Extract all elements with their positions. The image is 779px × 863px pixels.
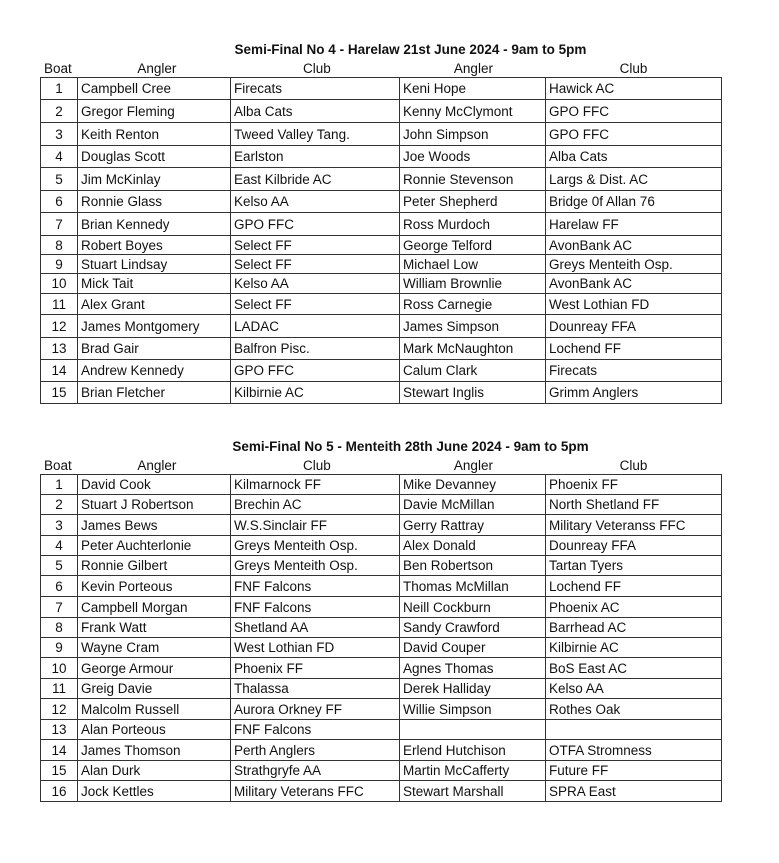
table-row	[41, 515, 722, 536]
club-name: Rothes Oak	[546, 699, 722, 720]
semi-final-4-section	[40, 40, 721, 404]
table-row	[41, 255, 722, 274]
table-row	[41, 597, 722, 618]
angler-name: Joe Woods	[400, 146, 546, 168]
boat-number: 9	[41, 255, 78, 274]
table-row	[41, 536, 722, 556]
club-name: Phoenix FF	[231, 658, 400, 679]
club-name: Perth Anglers	[231, 740, 400, 761]
club-name: Military Veterans FFC	[231, 781, 400, 802]
club-name: FNF Falcons	[231, 576, 400, 597]
angler-name: James Bews	[78, 515, 231, 536]
club-name: AvonBank AC	[546, 274, 722, 294]
table-row	[41, 658, 722, 679]
club-name: Barrhead AC	[546, 618, 722, 638]
angler-name: Neill Cockburn	[400, 597, 546, 618]
table-row	[41, 576, 722, 597]
angler-name: Calum Clark	[400, 360, 546, 382]
boat-number: 12	[41, 699, 78, 720]
header-club: Club	[302, 61, 331, 76]
boat-number: 1	[41, 475, 78, 495]
angler-name: Thomas McMillan	[400, 576, 546, 597]
club-name: Kelso AA	[231, 191, 400, 213]
angler-name: Mike Devanney	[400, 475, 546, 495]
angler-name: Kevin Porteous	[78, 576, 231, 597]
table-row	[41, 740, 722, 761]
club-name: Tweed Valley Tang.	[231, 123, 400, 146]
angler-name: Mark McNaughton	[400, 338, 546, 360]
table-row	[41, 382, 722, 404]
table-row	[41, 679, 722, 699]
angler-name: Alex Donald	[400, 536, 546, 556]
angler-name	[400, 720, 546, 740]
boat-number: 2	[41, 100, 78, 123]
boat-number: 10	[41, 274, 78, 294]
table-row	[41, 761, 722, 781]
club-name: Greys Menteith Osp.	[231, 556, 400, 576]
club-name: Select FF	[231, 236, 400, 255]
table-row	[41, 720, 722, 740]
boat-number: 16	[41, 781, 78, 802]
club-name: Firecats	[546, 360, 722, 382]
club-name: Military Veteranss FFC	[546, 515, 722, 536]
boat-table	[40, 77, 722, 404]
club-name: Earlston	[231, 146, 400, 168]
angler-name: Ronnie Gilbert	[78, 556, 231, 576]
club-name: LADAC	[231, 315, 400, 338]
boat-number: 8	[41, 236, 78, 255]
club-name: GPO FFC	[546, 100, 722, 123]
angler-name: Stewart Marshall	[400, 781, 546, 802]
boat-number: 9	[41, 638, 78, 658]
angler-name: Frank Watt	[78, 618, 231, 638]
boat-number: 15	[41, 382, 78, 404]
header-angler: Angler	[137, 61, 177, 76]
angler-name: Agnes Thomas	[400, 658, 546, 679]
club-name: GPO FFC	[546, 123, 722, 146]
angler-name: Peter Auchterlonie	[78, 536, 231, 556]
club-name	[546, 720, 722, 740]
table-row	[41, 78, 722, 100]
club-name: Aurora Orkney FF	[231, 699, 400, 720]
club-name: Dounreay FFA	[546, 315, 722, 338]
angler-name: Willie Simpson	[400, 699, 546, 720]
club-name: Kilbirnie AC	[231, 382, 400, 404]
angler-name: Stuart Lindsay	[78, 255, 231, 274]
table-row	[41, 360, 722, 382]
semi-final-5-section	[40, 437, 721, 802]
club-name: Select FF	[231, 255, 400, 274]
table-row	[41, 638, 722, 658]
boat-table	[40, 474, 722, 802]
boat-number: 14	[41, 740, 78, 761]
angler-name: Michael Low	[400, 255, 546, 274]
header-angler: Angler	[137, 458, 177, 473]
angler-name: Mick Tait	[78, 274, 231, 294]
club-name: Firecats	[231, 78, 400, 100]
angler-name: Ronnie Stevenson	[400, 168, 546, 191]
angler-name: Peter Shepherd	[400, 191, 546, 213]
angler-name: Douglas Scott	[78, 146, 231, 168]
table-row	[41, 338, 722, 360]
angler-name: Campbell Morgan	[78, 597, 231, 618]
club-name: Lochend FF	[546, 338, 722, 360]
boat-number: 13	[41, 720, 78, 740]
angler-name: Andrew Kennedy	[78, 360, 231, 382]
angler-name: Erlend Hutchison	[400, 740, 546, 761]
header-angler: Angler	[453, 61, 493, 76]
table-row	[41, 556, 722, 576]
boat-number: 11	[41, 679, 78, 699]
club-name: Lochend FF	[546, 576, 722, 597]
angler-name: Wayne Cram	[78, 638, 231, 658]
club-name: FNF Falcons	[231, 597, 400, 618]
club-name: BoS East AC	[546, 658, 722, 679]
angler-name: Gregor Fleming	[78, 100, 231, 123]
angler-name: Campbell Cree	[78, 78, 231, 100]
club-name: Shetland AA	[231, 618, 400, 638]
angler-name: James Montgomery	[78, 315, 231, 338]
boat-number: 12	[41, 315, 78, 338]
boat-number: 7	[41, 213, 78, 236]
section-title: Semi-Final No 4 - Harelaw 21st June 2024 - 9am to 5pm	[234, 42, 587, 57]
angler-name: Robert Boyes	[78, 236, 231, 255]
table-row	[41, 236, 722, 255]
club-name: Thalassa	[231, 679, 400, 699]
club-name: East Kilbride AC	[231, 168, 400, 191]
table-row	[41, 123, 722, 146]
club-name: Dounreay FFA	[546, 536, 722, 556]
club-name: North Shetland FF	[546, 495, 722, 515]
table-row	[41, 315, 722, 338]
club-name: Hawick AC	[546, 78, 722, 100]
boat-number: 3	[41, 515, 78, 536]
club-name: AvonBank AC	[546, 236, 722, 255]
boat-number: 11	[41, 294, 78, 315]
club-name: GPO FFC	[231, 360, 400, 382]
boat-number: 8	[41, 618, 78, 638]
boat-number: 1	[41, 78, 78, 100]
club-name: Strathgryfe AA	[231, 761, 400, 781]
angler-name: Alex Grant	[78, 294, 231, 315]
angler-name: Malcolm Russell	[78, 699, 231, 720]
boat-number: 10	[41, 658, 78, 679]
boat-number: 4	[41, 536, 78, 556]
club-name: Phoenix FF	[546, 475, 722, 495]
column-header-row	[40, 60, 721, 77]
angler-name: Alan Porteous	[78, 720, 231, 740]
header-club: Club	[302, 458, 331, 473]
angler-name: Brad Gair	[78, 338, 231, 360]
boat-number: 3	[41, 123, 78, 146]
table-row	[41, 274, 722, 294]
angler-name: Stuart J Robertson	[78, 495, 231, 515]
club-name: Harelaw FF	[546, 213, 722, 236]
header-boat: Boat	[44, 458, 72, 473]
table-row	[41, 146, 722, 168]
angler-name: Greig Davie	[78, 679, 231, 699]
table-row	[41, 294, 722, 315]
boat-number: 6	[41, 191, 78, 213]
table-row	[41, 699, 722, 720]
column-header-row	[40, 457, 721, 474]
boat-number: 5	[41, 168, 78, 191]
angler-name: Sandy Crawford	[400, 618, 546, 638]
angler-name: Davie McMillan	[400, 495, 546, 515]
club-name: Brechin AC	[231, 495, 400, 515]
club-name: OTFA Stromness	[546, 740, 722, 761]
angler-name: Alan Durk	[78, 761, 231, 781]
boat-number: 5	[41, 556, 78, 576]
angler-name: William Brownlie	[400, 274, 546, 294]
angler-name: David Couper	[400, 638, 546, 658]
angler-name: John Simpson	[400, 123, 546, 146]
table-row	[41, 495, 722, 515]
table-row	[41, 191, 722, 213]
club-name: Kilbirnie AC	[546, 638, 722, 658]
boat-number: 4	[41, 146, 78, 168]
angler-name: James Simpson	[400, 315, 546, 338]
angler-name: George Armour	[78, 658, 231, 679]
section-title: Semi-Final No 5 - Menteith 28th June 2024 - 9am to 5pm	[232, 439, 589, 454]
angler-name: Gerry Rattray	[400, 515, 546, 536]
club-name: Future FF	[546, 761, 722, 781]
boat-number: 15	[41, 761, 78, 781]
boat-number: 7	[41, 597, 78, 618]
angler-name: James Thomson	[78, 740, 231, 761]
club-name: Largs & Dist. AC	[546, 168, 722, 191]
angler-name: George Telford	[400, 236, 546, 255]
angler-name: Keith Renton	[78, 123, 231, 146]
club-name: Kelso AA	[231, 274, 400, 294]
angler-name: Ronnie Glass	[78, 191, 231, 213]
club-name: West Lothian FD	[231, 638, 400, 658]
club-name: Kilmarnock FF	[231, 475, 400, 495]
angler-name: Ross Murdoch	[400, 213, 546, 236]
angler-name: Brian Kennedy	[78, 213, 231, 236]
club-name: Alba Cats	[546, 146, 722, 168]
boat-number: 6	[41, 576, 78, 597]
header-angler: Angler	[453, 458, 493, 473]
table-row	[41, 475, 722, 495]
club-name: Alba Cats	[231, 100, 400, 123]
header-boat: Boat	[44, 61, 72, 76]
boat-number: 13	[41, 338, 78, 360]
angler-name: David Cook	[78, 475, 231, 495]
angler-name: Stewart Inglis	[400, 382, 546, 404]
club-name: Balfron Pisc.	[231, 338, 400, 360]
boat-number: 14	[41, 360, 78, 382]
table-row	[41, 618, 722, 638]
club-name: Select FF	[231, 294, 400, 315]
club-name: Greys Menteith Osp.	[546, 255, 722, 274]
angler-name: Brian Fletcher	[78, 382, 231, 404]
angler-name: Derek Halliday	[400, 679, 546, 699]
table-row	[41, 213, 722, 236]
angler-name: Ben Robertson	[400, 556, 546, 576]
angler-name: Jim McKinlay	[78, 168, 231, 191]
header-club: Club	[619, 61, 648, 76]
club-name: SPRA East	[546, 781, 722, 802]
club-name: Kelso AA	[546, 679, 722, 699]
club-name: Bridge 0f Allan 76	[546, 191, 722, 213]
club-name: FNF Falcons	[231, 720, 400, 740]
club-name: West Lothian FD	[546, 294, 722, 315]
table-row	[41, 781, 722, 802]
angler-name: Ross Carnegie	[400, 294, 546, 315]
header-club: Club	[619, 458, 648, 473]
club-name: W.S.Sinclair FF	[231, 515, 400, 536]
club-name: Grimm Anglers	[546, 382, 722, 404]
boat-number: 2	[41, 495, 78, 515]
club-name: GPO FFC	[231, 213, 400, 236]
club-name: Greys Menteith Osp.	[231, 536, 400, 556]
table-row	[41, 168, 722, 191]
angler-name: Martin McCafferty	[400, 761, 546, 781]
club-name: Phoenix AC	[546, 597, 722, 618]
club-name: Tartan Tyers	[546, 556, 722, 576]
angler-name: Jock Kettles	[78, 781, 231, 802]
angler-name: Kenny McClymont	[400, 100, 546, 123]
angler-name: Keni Hope	[400, 78, 546, 100]
table-row	[41, 100, 722, 123]
